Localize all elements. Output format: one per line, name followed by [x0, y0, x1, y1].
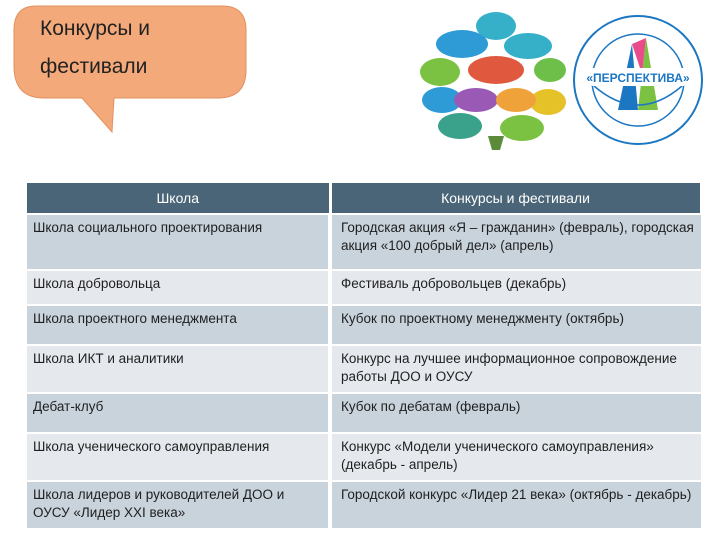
- table-row: [27, 393, 701, 433]
- table-row: [27, 214, 701, 270]
- contests-cell: Городская акция «Я – гражданин» (февраль), городская акция «100 добрый дел» (апрель): [330, 214, 701, 270]
- contests-cell: Конкурс «Модели ученического самоуправления» (декабрь - апрель): [330, 433, 701, 481]
- table-row: [27, 433, 701, 481]
- header-school: Школа: [27, 183, 330, 214]
- school-cell: Школа социального проектирования: [27, 214, 330, 270]
- contests-cell: Городской конкурс «Лидер 21 века» (октябрь - декабрь): [330, 481, 701, 529]
- table-row: [27, 345, 701, 393]
- table-header-row: [27, 183, 701, 214]
- volunteer-festival-logo: [420, 8, 568, 153]
- speech-bubble: [0, 0, 260, 140]
- school-cell: Школа ИКТ и аналитики: [27, 345, 330, 393]
- school-cell: Школа лидеров и руководителей ДОО и ОУСУ «Лидер XXI века»: [27, 481, 330, 529]
- school-cell: Школа добровольца: [27, 270, 330, 305]
- table-row: [27, 270, 701, 305]
- contests-cell: Кубок по дебатам (февраль): [330, 393, 701, 433]
- perspektiva-logo: [572, 14, 704, 146]
- bubble-title: Конкурсы и фестивали: [40, 17, 151, 78]
- contests-cell: Фестиваль добровольцев (декабрь): [330, 270, 701, 305]
- school-cell: Дебат-клуб: [27, 393, 330, 433]
- header-contests: Конкурсы и фестивали: [330, 183, 701, 214]
- table-row: [27, 305, 701, 345]
- contests-table: [27, 183, 703, 530]
- contests-cell: Конкурс на лучшее информационное сопровождение работы ДОО и ОУСУ: [330, 345, 701, 393]
- table-row: [27, 481, 701, 529]
- contests-cell: Кубок по проектному менеджменту (октябрь): [330, 305, 701, 345]
- school-cell: Школа проектного менеджмента: [27, 305, 330, 345]
- school-cell: Школа ученического самоуправления: [27, 433, 330, 481]
- perspektiva-title: «ПЕРСПЕКТИВА»: [586, 71, 690, 85]
